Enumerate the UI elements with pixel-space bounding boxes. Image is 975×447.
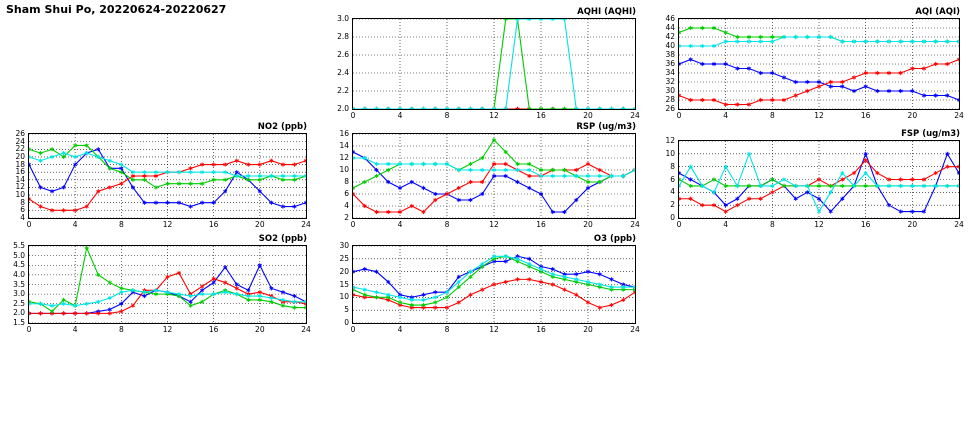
ytick-label: 10 <box>665 148 675 158</box>
ytick-label: 2.0 <box>13 308 25 318</box>
plot-canvas-fsp <box>679 141 959 218</box>
ytick-label: 1.5 <box>13 318 25 327</box>
ytick-label: 46 <box>665 14 675 23</box>
xtick-label: 4 <box>72 325 78 334</box>
plot-area-fsp <box>678 140 960 219</box>
xtick-label: 20 <box>907 220 918 229</box>
chart-title-aqi: AQI (AQI) <box>915 7 960 17</box>
xtick-label: 20 <box>583 220 593 229</box>
ytick-label: 5.0 <box>13 250 25 260</box>
plot-canvas-so2 <box>29 246 306 323</box>
ytick-label: 20 <box>339 266 349 276</box>
chart-title-fsp: FSP (ug/m3) <box>901 129 960 139</box>
ytick-label: 4 <box>344 201 349 210</box>
ytick-label: 12 <box>665 136 675 145</box>
xtick-label: 12 <box>814 111 824 120</box>
ytick-label: 10 <box>339 292 349 302</box>
series-day3 <box>29 143 306 189</box>
plot-canvas-aqhi <box>353 19 635 109</box>
xtick-label: 16 <box>208 220 219 229</box>
xtick-label: 8 <box>118 325 124 334</box>
xtick-label: 12 <box>489 325 499 334</box>
plot-area-rsp <box>352 133 636 219</box>
plot-canvas-o3 <box>353 246 635 323</box>
page-title: Sham Shui Po, 20220624-20220627 <box>6 3 227 16</box>
xtick-label: 12 <box>489 220 499 229</box>
ytick-label: 4.0 <box>13 269 25 279</box>
xtick-label: 24 <box>954 111 964 120</box>
ytick-label: 26 <box>665 104 675 113</box>
xtick-label: 24 <box>301 220 311 229</box>
xtick-label: 16 <box>536 111 546 120</box>
xtick-label: 12 <box>814 220 824 229</box>
xtick-label: 8 <box>769 220 775 229</box>
grid-lines <box>353 19 635 109</box>
xtick-label: 8 <box>769 111 775 120</box>
ytick-label: 8 <box>20 197 25 207</box>
xtick-label: 20 <box>255 325 265 334</box>
ytick-label: 6 <box>670 174 675 184</box>
plot-area-no2 <box>28 133 307 219</box>
ytick-label: 30 <box>339 241 349 250</box>
xtick-label: 8 <box>444 111 450 120</box>
xtick-label: 16 <box>536 220 546 229</box>
ytick-label: 2.2 <box>337 86 349 95</box>
xtick-label: 0 <box>26 220 32 229</box>
grid-lines <box>29 246 306 323</box>
chart-title-o3: O3 (ppb) <box>593 234 636 244</box>
xtick-label: 24 <box>954 220 964 229</box>
ytick-label: 3.5 <box>13 279 25 289</box>
ytick-label: 2.4 <box>337 68 349 77</box>
ytick-label: 12 <box>339 153 349 162</box>
ytick-label: 42 <box>665 32 675 41</box>
ytick-label: 12 <box>15 182 25 192</box>
chart-title-aqhi: AQHI (AQHI) <box>577 7 636 17</box>
xtick-label: 4 <box>72 220 78 229</box>
ytick-label: 4 <box>20 213 25 222</box>
ytick-label: 5.5 <box>13 241 25 250</box>
ytick-label: 8 <box>344 177 349 186</box>
xtick-label: 0 <box>676 111 682 120</box>
xtick-label: 4 <box>397 220 403 229</box>
ytick-label: 2 <box>344 213 349 222</box>
ytick-label: 25 <box>339 253 349 263</box>
xtick-label: 24 <box>630 325 640 334</box>
ytick-label: 18 <box>15 159 25 169</box>
ytick-label: 38 <box>665 50 675 59</box>
ytick-label: 3.0 <box>337 14 349 23</box>
ytick-label: 8 <box>670 161 675 171</box>
xtick-label: 20 <box>907 111 918 120</box>
ytick-label: 16 <box>15 167 25 177</box>
xtick-label: 16 <box>536 325 546 334</box>
xtick-label: 0 <box>350 325 356 334</box>
ytick-label: 2.0 <box>337 104 349 113</box>
ytick-label: 0 <box>670 213 675 222</box>
ytick-label: 6 <box>20 205 25 215</box>
ytick-label: 22 <box>15 144 25 154</box>
plot-area-aqi <box>678 18 960 110</box>
ytick-label: 15 <box>339 279 349 289</box>
xtick-label: 4 <box>723 111 729 120</box>
plot-area-o3 <box>352 245 636 324</box>
ytick-label: 32 <box>665 77 675 86</box>
xtick-label: 24 <box>301 325 311 334</box>
xtick-label: 0 <box>350 220 356 229</box>
xtick-label: 16 <box>860 220 871 229</box>
xtick-label: 16 <box>208 325 219 334</box>
ytick-label: 28 <box>665 95 675 104</box>
ytick-label: 30 <box>665 86 675 95</box>
ytick-label: 0 <box>344 318 349 327</box>
xtick-label: 0 <box>26 325 32 334</box>
ytick-label: 24 <box>15 136 25 146</box>
xtick-label: 20 <box>583 325 593 334</box>
ytick-label: 26 <box>15 129 25 138</box>
ytick-label: 6 <box>344 189 349 198</box>
ytick-label: 4.5 <box>13 260 25 270</box>
chart-title-so2: SO2 (ppb) <box>258 234 307 244</box>
xtick-label: 8 <box>444 325 450 334</box>
xtick-label: 8 <box>118 220 124 229</box>
plot-canvas-rsp <box>353 134 635 218</box>
xtick-label: 12 <box>162 220 173 229</box>
xtick-label: 16 <box>860 111 871 120</box>
ytick-label: 4 <box>670 187 675 197</box>
plot-canvas-aqi <box>679 19 959 109</box>
ytick-label: 2 <box>670 200 675 210</box>
xtick-label: 4 <box>397 111 403 120</box>
ytick-label: 2.8 <box>337 32 349 41</box>
chart-title-no2: NO2 (ppb) <box>257 122 307 132</box>
ytick-label: 36 <box>665 59 675 68</box>
ytick-label: 10 <box>339 165 349 174</box>
ytick-label: 44 <box>665 23 675 32</box>
plot-area-aqhi <box>352 18 636 110</box>
chart-title-rsp: RSP (ug/m3) <box>576 122 636 132</box>
xtick-label: 4 <box>397 325 403 334</box>
xtick-label: 0 <box>676 220 682 229</box>
ytick-label: 3.0 <box>13 289 25 299</box>
xtick-label: 0 <box>350 111 356 120</box>
xtick-label: 20 <box>255 220 265 229</box>
xtick-label: 8 <box>444 220 450 229</box>
xtick-label: 24 <box>630 111 640 120</box>
ytick-label: 10 <box>15 190 25 200</box>
plot-canvas-no2 <box>29 134 306 218</box>
xtick-label: 24 <box>630 220 640 229</box>
xtick-label: 12 <box>489 111 499 120</box>
xtick-label: 4 <box>723 220 729 229</box>
ytick-label: 34 <box>665 68 675 77</box>
ytick-label: 20 <box>15 151 25 161</box>
ytick-label: 14 <box>339 141 349 150</box>
plot-area-so2 <box>28 245 307 324</box>
xtick-label: 12 <box>162 325 173 334</box>
ytick-label: 16 <box>339 129 349 138</box>
ytick-label: 14 <box>15 174 25 184</box>
ytick-label: 2.5 <box>13 298 25 308</box>
ytick-label: 2.6 <box>337 50 349 59</box>
ytick-label: 40 <box>665 41 675 50</box>
ytick-label: 5 <box>344 305 349 315</box>
xtick-label: 20 <box>583 111 593 120</box>
